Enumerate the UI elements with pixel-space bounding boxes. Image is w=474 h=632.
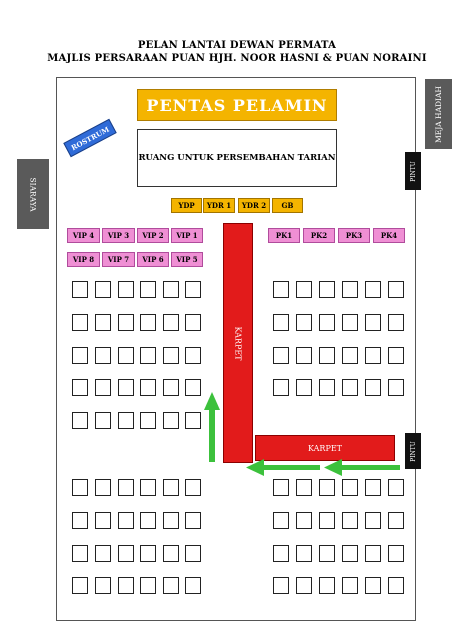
guest-seat-right-upper-r4-c4 xyxy=(342,379,358,396)
door-top-label: PINTU xyxy=(409,160,417,182)
guest-seat-right-upper-r3-c5 xyxy=(365,347,381,364)
rostrum: ROSTRUM xyxy=(63,119,116,158)
guest-seat-left-upper-r1-c6 xyxy=(185,281,201,298)
plan-title: PELAN LANTAI DEWAN PERMATA xyxy=(137,40,337,51)
guest-seat-left-lower-r4-c6 xyxy=(185,577,201,594)
guest-seat-right-upper-r1-c3 xyxy=(319,281,335,298)
table-vip-5: VIP 5 xyxy=(171,252,203,267)
guest-seat-right-lower-r2-c5 xyxy=(365,512,381,529)
guest-seat-right-upper-r4-c5 xyxy=(365,379,381,396)
guest-seat-left-lower-r3-c1 xyxy=(72,545,88,562)
guest-seat-right-lower-r4-c5 xyxy=(365,577,381,594)
guest-seat-right-lower-r3-c2 xyxy=(296,545,312,562)
guest-seat-left-upper-r4-c3 xyxy=(118,379,134,396)
guest-seat-right-upper-r1-c1 xyxy=(273,281,289,298)
guest-seat-right-upper-r1-c6 xyxy=(388,281,404,298)
guest-seat-right-upper-r1-c5 xyxy=(365,281,381,298)
guest-seat-left-lower-r2-c4 xyxy=(140,512,156,529)
guest-seat-left-lower-r3-c5 xyxy=(163,545,179,562)
guest-seat-right-lower-r1-c6 xyxy=(388,479,404,496)
guest-seat-left-upper-r2-c3 xyxy=(118,314,134,331)
guest-seat-left-upper-r3-c5 xyxy=(163,347,179,364)
guest-seat-right-upper-r1-c2 xyxy=(296,281,312,298)
guest-seat-right-lower-r4-c2 xyxy=(296,577,312,594)
gift-table-label: MEJA HADIAH xyxy=(434,85,444,143)
guest-seat-right-lower-r4-c3 xyxy=(319,577,335,594)
guest-seat-left-lower-r4-c3 xyxy=(118,577,134,594)
guest-seat-left-upper-r1-c4 xyxy=(140,281,156,298)
table-pk2: PK2 xyxy=(303,228,335,243)
guest-seat-left-upper-r5-c2 xyxy=(95,412,111,429)
guest-seat-left-lower-r2-c1 xyxy=(72,512,88,529)
guest-seat-right-upper-r4-c1 xyxy=(273,379,289,396)
guest-seat-left-upper-r3-c3 xyxy=(118,347,134,364)
guest-seat-right-lower-r3-c6 xyxy=(388,545,404,562)
guest-seat-right-upper-r2-c3 xyxy=(319,314,335,331)
guest-seat-right-upper-r3-c4 xyxy=(342,347,358,364)
guest-seat-right-lower-r1-c2 xyxy=(296,479,312,496)
siaraya-label: SIARAYA xyxy=(28,176,38,212)
guest-seat-left-upper-r1-c1 xyxy=(72,281,88,298)
guest-seat-left-upper-r5-c4 xyxy=(140,412,156,429)
guest-seat-right-upper-r3-c2 xyxy=(296,347,312,364)
table-gb: GB xyxy=(272,198,303,213)
guest-seat-left-lower-r1-c2 xyxy=(95,479,111,496)
guest-seat-left-lower-r1-c6 xyxy=(185,479,201,496)
guest-seat-left-lower-r4-c2 xyxy=(95,577,111,594)
guest-seat-left-lower-r2-c2 xyxy=(95,512,111,529)
guest-seat-right-lower-r1-c3 xyxy=(319,479,335,496)
guest-seat-left-upper-r4-c5 xyxy=(163,379,179,396)
guest-seat-left-upper-r4-c2 xyxy=(95,379,111,396)
guest-seat-right-upper-r4-c6 xyxy=(388,379,404,396)
guest-seat-left-lower-r4-c5 xyxy=(163,577,179,594)
guest-seat-left-lower-r1-c5 xyxy=(163,479,179,496)
guest-seat-left-lower-r3-c4 xyxy=(140,545,156,562)
guest-seat-left-upper-r5-c3 xyxy=(118,412,134,429)
guest-seat-left-upper-r5-c5 xyxy=(163,412,179,429)
stage-pentas-pelamin: PENTAS PELAMIN xyxy=(137,89,337,121)
guest-seat-right-upper-r4-c3 xyxy=(319,379,335,396)
guest-seat-right-upper-r3-c6 xyxy=(388,347,404,364)
guest-seat-left-lower-r1-c4 xyxy=(140,479,156,496)
door-bottom-label: PINTU xyxy=(409,440,417,462)
guest-seat-left-lower-r3-c6 xyxy=(185,545,201,562)
table-vip-6: VIP 6 xyxy=(137,252,169,267)
guest-seat-left-upper-r3-c2 xyxy=(95,347,111,364)
guest-seat-right-lower-r3-c4 xyxy=(342,545,358,562)
guest-seat-right-upper-r3-c1 xyxy=(273,347,289,364)
table-vip-8: VIP 8 xyxy=(67,252,100,267)
guest-seat-left-upper-r2-c4 xyxy=(140,314,156,331)
guest-seat-left-upper-r4-c4 xyxy=(140,379,156,396)
guest-seat-left-lower-r4-c4 xyxy=(140,577,156,594)
guest-seat-right-upper-r2-c1 xyxy=(273,314,289,331)
arrow-up-icon xyxy=(204,392,220,462)
table-vip-2: VIP 2 xyxy=(137,228,169,243)
guest-seat-right-upper-r2-c2 xyxy=(296,314,312,331)
guest-seat-right-lower-r4-c4 xyxy=(342,577,358,594)
guest-seat-left-upper-r4-c1 xyxy=(72,379,88,396)
guest-seat-right-lower-r3-c3 xyxy=(319,545,335,562)
guest-seat-left-upper-r2-c2 xyxy=(95,314,111,331)
guest-seat-right-lower-r3-c1 xyxy=(273,545,289,562)
guest-seat-right-lower-r2-c3 xyxy=(319,512,335,529)
guest-seat-right-lower-r1-c1 xyxy=(273,479,289,496)
table-ydr-2: YDR 2 xyxy=(238,198,270,213)
guest-seat-left-lower-r2-c3 xyxy=(118,512,134,529)
guest-seat-right-lower-r3-c5 xyxy=(365,545,381,562)
guest-seat-left-upper-r1-c2 xyxy=(95,281,111,298)
table-pk1: PK1 xyxy=(268,228,300,243)
table-ydp: YDP xyxy=(171,198,202,213)
guest-seat-left-lower-r2-c6 xyxy=(185,512,201,529)
table-pk4: PK4 xyxy=(373,228,405,243)
guest-seat-left-upper-r1-c5 xyxy=(163,281,179,298)
table-vip-4: VIP 4 xyxy=(67,228,100,243)
guest-seat-left-upper-r2-c1 xyxy=(72,314,88,331)
arrow-left-icon xyxy=(246,459,320,476)
guest-seat-right-lower-r1-c4 xyxy=(342,479,358,496)
dance-area: RUANG UNTUK PERSEMBAHAN TARIAN xyxy=(137,129,337,187)
table-vip-1: VIP 1 xyxy=(171,228,203,243)
guest-seat-right-lower-r2-c1 xyxy=(273,512,289,529)
table-vip-7: VIP 7 xyxy=(102,252,135,267)
guest-seat-left-lower-r3-c2 xyxy=(95,545,111,562)
table-pk3: PK3 xyxy=(338,228,370,243)
guest-seat-left-lower-r4-c1 xyxy=(72,577,88,594)
guest-seat-right-upper-r2-c6 xyxy=(388,314,404,331)
guest-seat-left-upper-r3-c1 xyxy=(72,347,88,364)
guest-seat-right-lower-r1-c5 xyxy=(365,479,381,496)
guest-seat-right-lower-r2-c4 xyxy=(342,512,358,529)
guest-seat-right-upper-r1-c4 xyxy=(342,281,358,298)
guest-seat-right-lower-r4-c1 xyxy=(273,577,289,594)
guest-seat-right-upper-r3-c3 xyxy=(319,347,335,364)
guest-seat-left-lower-r3-c3 xyxy=(118,545,134,562)
table-vip-3: VIP 3 xyxy=(102,228,135,243)
guest-seat-right-lower-r4-c6 xyxy=(388,577,404,594)
guest-seat-left-upper-r2-c5 xyxy=(163,314,179,331)
guest-seat-left-lower-r1-c3 xyxy=(118,479,134,496)
carpet-vertical-label: KARPET xyxy=(233,325,243,361)
carpet-horizontal: KARPET xyxy=(255,435,395,461)
guest-seat-left-lower-r1-c1 xyxy=(72,479,88,496)
guest-seat-left-upper-r1-c3 xyxy=(118,281,134,298)
guest-seat-left-lower-r2-c5 xyxy=(163,512,179,529)
guest-seat-right-lower-r2-c6 xyxy=(388,512,404,529)
guest-seat-left-upper-r5-c1 xyxy=(72,412,88,429)
guest-seat-right-upper-r2-c5 xyxy=(365,314,381,331)
guest-seat-left-upper-r3-c6 xyxy=(185,347,201,364)
event-title: MAJLIS PERSARAAN PUAN HJH. NOOR HASNI & PUAN NORAINI xyxy=(47,53,427,64)
guest-seat-left-upper-r3-c4 xyxy=(140,347,156,364)
guest-seat-right-upper-r4-c2 xyxy=(296,379,312,396)
guest-seat-left-upper-r2-c6 xyxy=(185,314,201,331)
table-ydr-1: YDR 1 xyxy=(203,198,235,213)
guest-seat-left-upper-r5-c6 xyxy=(185,412,201,429)
arrow-left-icon xyxy=(324,459,400,476)
guest-seat-right-lower-r2-c2 xyxy=(296,512,312,529)
guest-seat-left-upper-r4-c6 xyxy=(185,379,201,396)
guest-seat-right-upper-r2-c4 xyxy=(342,314,358,331)
